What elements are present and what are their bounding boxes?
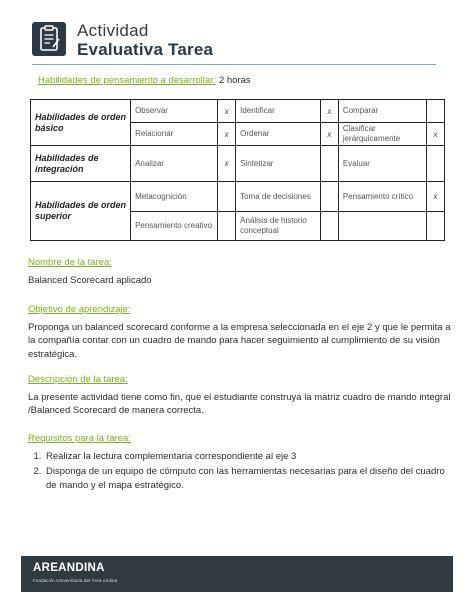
- header-divider: [32, 64, 436, 65]
- task-name-value: Balanced Scorecard aplicado: [28, 274, 152, 286]
- skill-mark: x: [218, 146, 236, 182]
- skill-mark: [218, 212, 236, 241]
- table-row: [31, 182, 445, 212]
- skill-cell: [338, 212, 426, 241]
- table-row: [31, 100, 445, 123]
- skills-table: [30, 99, 445, 241]
- skill-mark: [320, 182, 338, 212]
- skill-cell: Ordenar: [236, 123, 321, 146]
- objective-text: Proponga un balanced scorecard conforme a la empresa seleccionada en el eje 2 y que le permita a la compañía contar con un cuadro de mando para hacer seguimiento al cumplimiento de su visión estratégica.: [28, 321, 451, 360]
- hours-value: 2 horas: [218, 75, 251, 86]
- skill-mark: [320, 146, 338, 182]
- skill-cell: Metacognición: [131, 182, 218, 212]
- list-item: 2. Disponga de un equipo de cómputo con las herramientas necesarias para el diseño del cuadro de mando y el mapa estratégico.: [44, 465, 453, 492]
- skill-cell: Identificar: [236, 100, 321, 123]
- task-name-label: Nombre de la tarea:: [28, 257, 112, 268]
- requirements-label: Requisitos para la tarea:: [28, 433, 131, 444]
- skill-mark: x: [320, 123, 338, 146]
- skill-cell: Comparar: [338, 100, 426, 123]
- objective-section: [28, 303, 453, 361]
- category-basic: Habilidades de orden básico: [31, 100, 131, 146]
- brand-logo: AREANDINA: [33, 562, 105, 574]
- objective-label: Objetivo de aprendizaje:: [28, 304, 131, 315]
- page-header: [32, 20, 452, 64]
- skill-mark: x: [427, 123, 445, 146]
- requirements-section: [28, 432, 453, 494]
- description-text: La presente actividad tiene como fin, que el estudiante construya la matriz cuadro de mando integral /Balanced Scorecard de manera correcta.: [28, 391, 451, 416]
- skill-mark: [427, 146, 445, 182]
- skill-cell: Observar: [131, 100, 218, 123]
- skill-mark: [218, 182, 236, 212]
- skill-cell: Sintetizar: [236, 146, 321, 182]
- skill-mark: x: [218, 123, 236, 146]
- skill-cell: Clasificar jerárquicamente: [338, 123, 426, 146]
- skill-cell: Analizar: [131, 146, 218, 182]
- skill-cell: Toma de decisiones: [236, 182, 321, 212]
- brand-subtitle: Fundación Universitaria del Área Andina: [33, 578, 118, 583]
- description-label: Descripción de la tarea:: [28, 374, 128, 385]
- hours-label: Habilidades de pensamiento a desarrollar:: [38, 75, 216, 86]
- assignment-document-icon: [32, 22, 66, 56]
- page-title-line1: Actividad: [77, 21, 149, 40]
- skill-mark: [427, 100, 445, 123]
- category-integration: Habilidades de integración: [31, 146, 131, 182]
- category-higher: Habilidades de orden superior: [31, 182, 131, 241]
- skill-mark: [427, 212, 445, 241]
- skill-cell: Análisis de historio conceptual: [236, 212, 321, 241]
- footer-bar: [21, 556, 453, 592]
- skill-cell: Pensamiento crítico: [338, 182, 426, 212]
- page-title-line2: Evaluativa Tarea: [77, 40, 214, 59]
- hours-line: [38, 75, 251, 86]
- list-item: 1. Realizar la lectura complementaria correspondiente al eje 3: [44, 450, 453, 464]
- skill-mark: [320, 212, 338, 241]
- task-name-section: [28, 256, 453, 287]
- description-section: [28, 373, 453, 418]
- skill-mark: x: [320, 100, 338, 123]
- skill-mark: x: [218, 100, 236, 123]
- skill-mark: x: [427, 182, 445, 212]
- skill-cell: Pensamiento creativo: [131, 212, 218, 241]
- table-row: [31, 146, 445, 182]
- skill-cell: Relacionar: [131, 123, 218, 146]
- title-block: [77, 22, 213, 59]
- requirements-list: [28, 450, 453, 493]
- skill-cell: Evaluar: [338, 146, 426, 182]
